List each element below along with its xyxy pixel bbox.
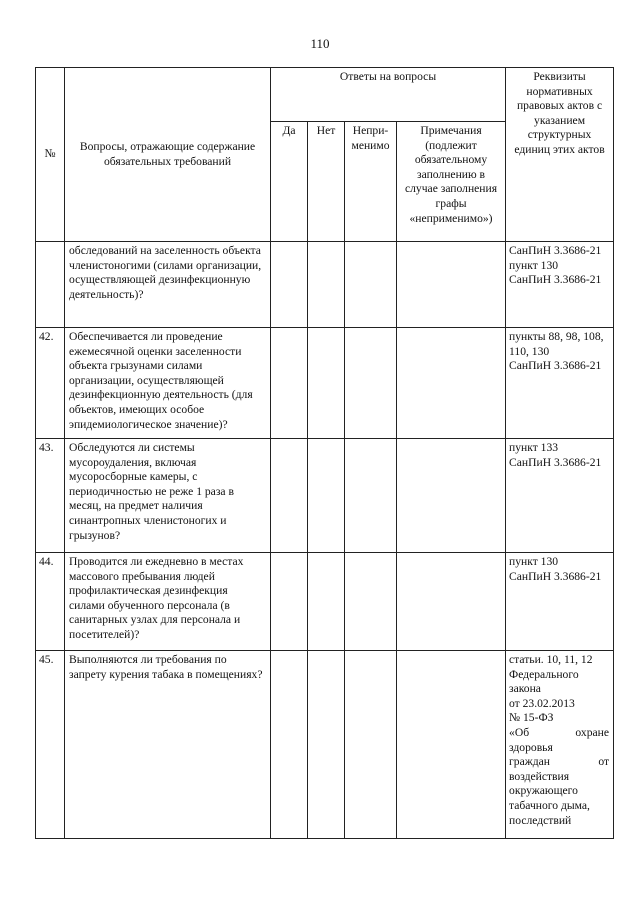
answer-yes-cell[interactable] bbox=[271, 242, 308, 328]
requisites-line: пункт 130 bbox=[509, 555, 559, 568]
requisites-word: охране bbox=[575, 725, 610, 739]
row-number: 42. bbox=[36, 328, 65, 439]
notes-cell[interactable] bbox=[397, 439, 506, 553]
answer-yes-cell[interactable] bbox=[271, 328, 308, 439]
row-number: 45. bbox=[36, 651, 65, 839]
requisites-line: СанПиН 3.3686-21 bbox=[509, 244, 602, 257]
requisites-cell bbox=[506, 242, 614, 328]
answer-yes-cell[interactable] bbox=[271, 651, 308, 839]
notes-cell[interactable] bbox=[397, 328, 506, 439]
question-text: Обследуются ли системы мусороудаления, включая мусоросборные камеры, с периодичностью не реже 1 раза в месяц, на предмет наличия синантропных членистоногих и грызунов? bbox=[65, 439, 271, 553]
question-text: Выполняются ли требования по запрету курения табака в помещениях? bbox=[65, 651, 271, 839]
header-question: Вопросы, отражающие содержание обязательных требований bbox=[65, 68, 271, 242]
table-row bbox=[36, 242, 614, 328]
answer-na-cell[interactable] bbox=[345, 439, 397, 553]
table-row bbox=[36, 553, 614, 651]
header-yes: Да bbox=[271, 122, 308, 242]
question-text: Обеспечивается ли проведение ежемесячной оценки заселенности объекта грызунами силами организации, осуществляющей дезинфекционную деятельность (для объектов, имеющих особое эпидемиологическое значение)? bbox=[65, 328, 271, 439]
notes-cell[interactable] bbox=[397, 242, 506, 328]
answer-na-cell[interactable] bbox=[345, 651, 397, 839]
question-text: обследований на заселенность объекта членистоногими (силами организации, осуществляющей дезинфекционную деятельность)? bbox=[65, 242, 271, 328]
requisites-word: «Об bbox=[509, 725, 530, 739]
row-number: 43. bbox=[36, 439, 65, 553]
requisites-line: воздействия bbox=[509, 769, 570, 783]
requisites-line: пункты 88, 98, 108, 110, 130 bbox=[509, 330, 604, 358]
checklist-table bbox=[35, 67, 614, 839]
requisites-line: табачного дыма, bbox=[509, 798, 590, 812]
requisites-line: СанПиН 3.3686-21 bbox=[509, 359, 602, 373]
requisites-line: здоровья bbox=[509, 740, 553, 754]
answer-na-cell[interactable] bbox=[345, 553, 397, 651]
requisites-line: статьи. 10, 11, 12 bbox=[509, 653, 593, 666]
header-answers-group: Ответы на вопросы bbox=[271, 68, 506, 122]
header-num: № bbox=[36, 68, 65, 242]
requisites-line: окружающего bbox=[509, 784, 578, 798]
answer-no-cell[interactable] bbox=[308, 553, 345, 651]
requisites-cell bbox=[506, 553, 614, 651]
header-not-applicable: Непри-менимо bbox=[345, 122, 397, 242]
row-number: 44. bbox=[36, 553, 65, 651]
row-number bbox=[36, 242, 65, 328]
requisites-line: СанПиН 3.3686-21 bbox=[509, 455, 602, 469]
header-no: Нет bbox=[308, 122, 345, 242]
requisites-line: последствий bbox=[509, 813, 572, 827]
requisites-line bbox=[509, 755, 609, 770]
question-text: Проводится ли ежедневно в местах массового пребывания людей профилактическая дезинфекция силами обученного персонала (в санитарных узлах для персонала и посетителей)? bbox=[65, 553, 271, 651]
requisites-word: граждан bbox=[509, 755, 550, 769]
answer-na-cell[interactable] bbox=[345, 328, 397, 439]
requisites-line: закона bbox=[509, 682, 541, 696]
requisites-cell bbox=[506, 439, 614, 553]
requisites-cell bbox=[506, 328, 614, 439]
requisites-line: № 15-ФЗ bbox=[509, 711, 554, 725]
answer-yes-cell[interactable] bbox=[271, 553, 308, 651]
requisites-cell bbox=[506, 651, 614, 839]
requisites-word: от bbox=[598, 755, 610, 769]
page-number: 110 bbox=[310, 36, 330, 51]
requisites-line: от 23.02.2013 bbox=[509, 696, 575, 710]
answer-no-cell[interactable] bbox=[308, 439, 345, 553]
requisites-line: Федерального bbox=[509, 667, 579, 681]
notes-cell[interactable] bbox=[397, 553, 506, 651]
answer-no-cell[interactable] bbox=[308, 651, 345, 839]
header-requisites: Реквизиты нормативных правовых актов с указанием структурных единиц этих актов bbox=[506, 68, 614, 242]
answer-na-cell[interactable] bbox=[345, 242, 397, 328]
requisites-line bbox=[509, 726, 609, 741]
table-row bbox=[36, 328, 614, 439]
requisites-line: СанПиН 3.3686-21 bbox=[509, 569, 602, 583]
requisites-line: пункт 130 bbox=[509, 258, 559, 272]
answer-no-cell[interactable] bbox=[308, 242, 345, 328]
answer-yes-cell[interactable] bbox=[271, 439, 308, 553]
requisites-line: СанПиН 3.3686-21 bbox=[509, 273, 602, 287]
table-row bbox=[36, 439, 614, 553]
notes-cell[interactable] bbox=[397, 651, 506, 839]
answer-no-cell[interactable] bbox=[308, 328, 345, 439]
requisites-line: пункт 133 bbox=[509, 441, 559, 454]
header-notes: Примечания (подлежит обязательному заполнению в случае заполнения графы «неприменимо») bbox=[397, 122, 506, 242]
header-row-top bbox=[36, 68, 614, 122]
table-row bbox=[36, 651, 614, 839]
